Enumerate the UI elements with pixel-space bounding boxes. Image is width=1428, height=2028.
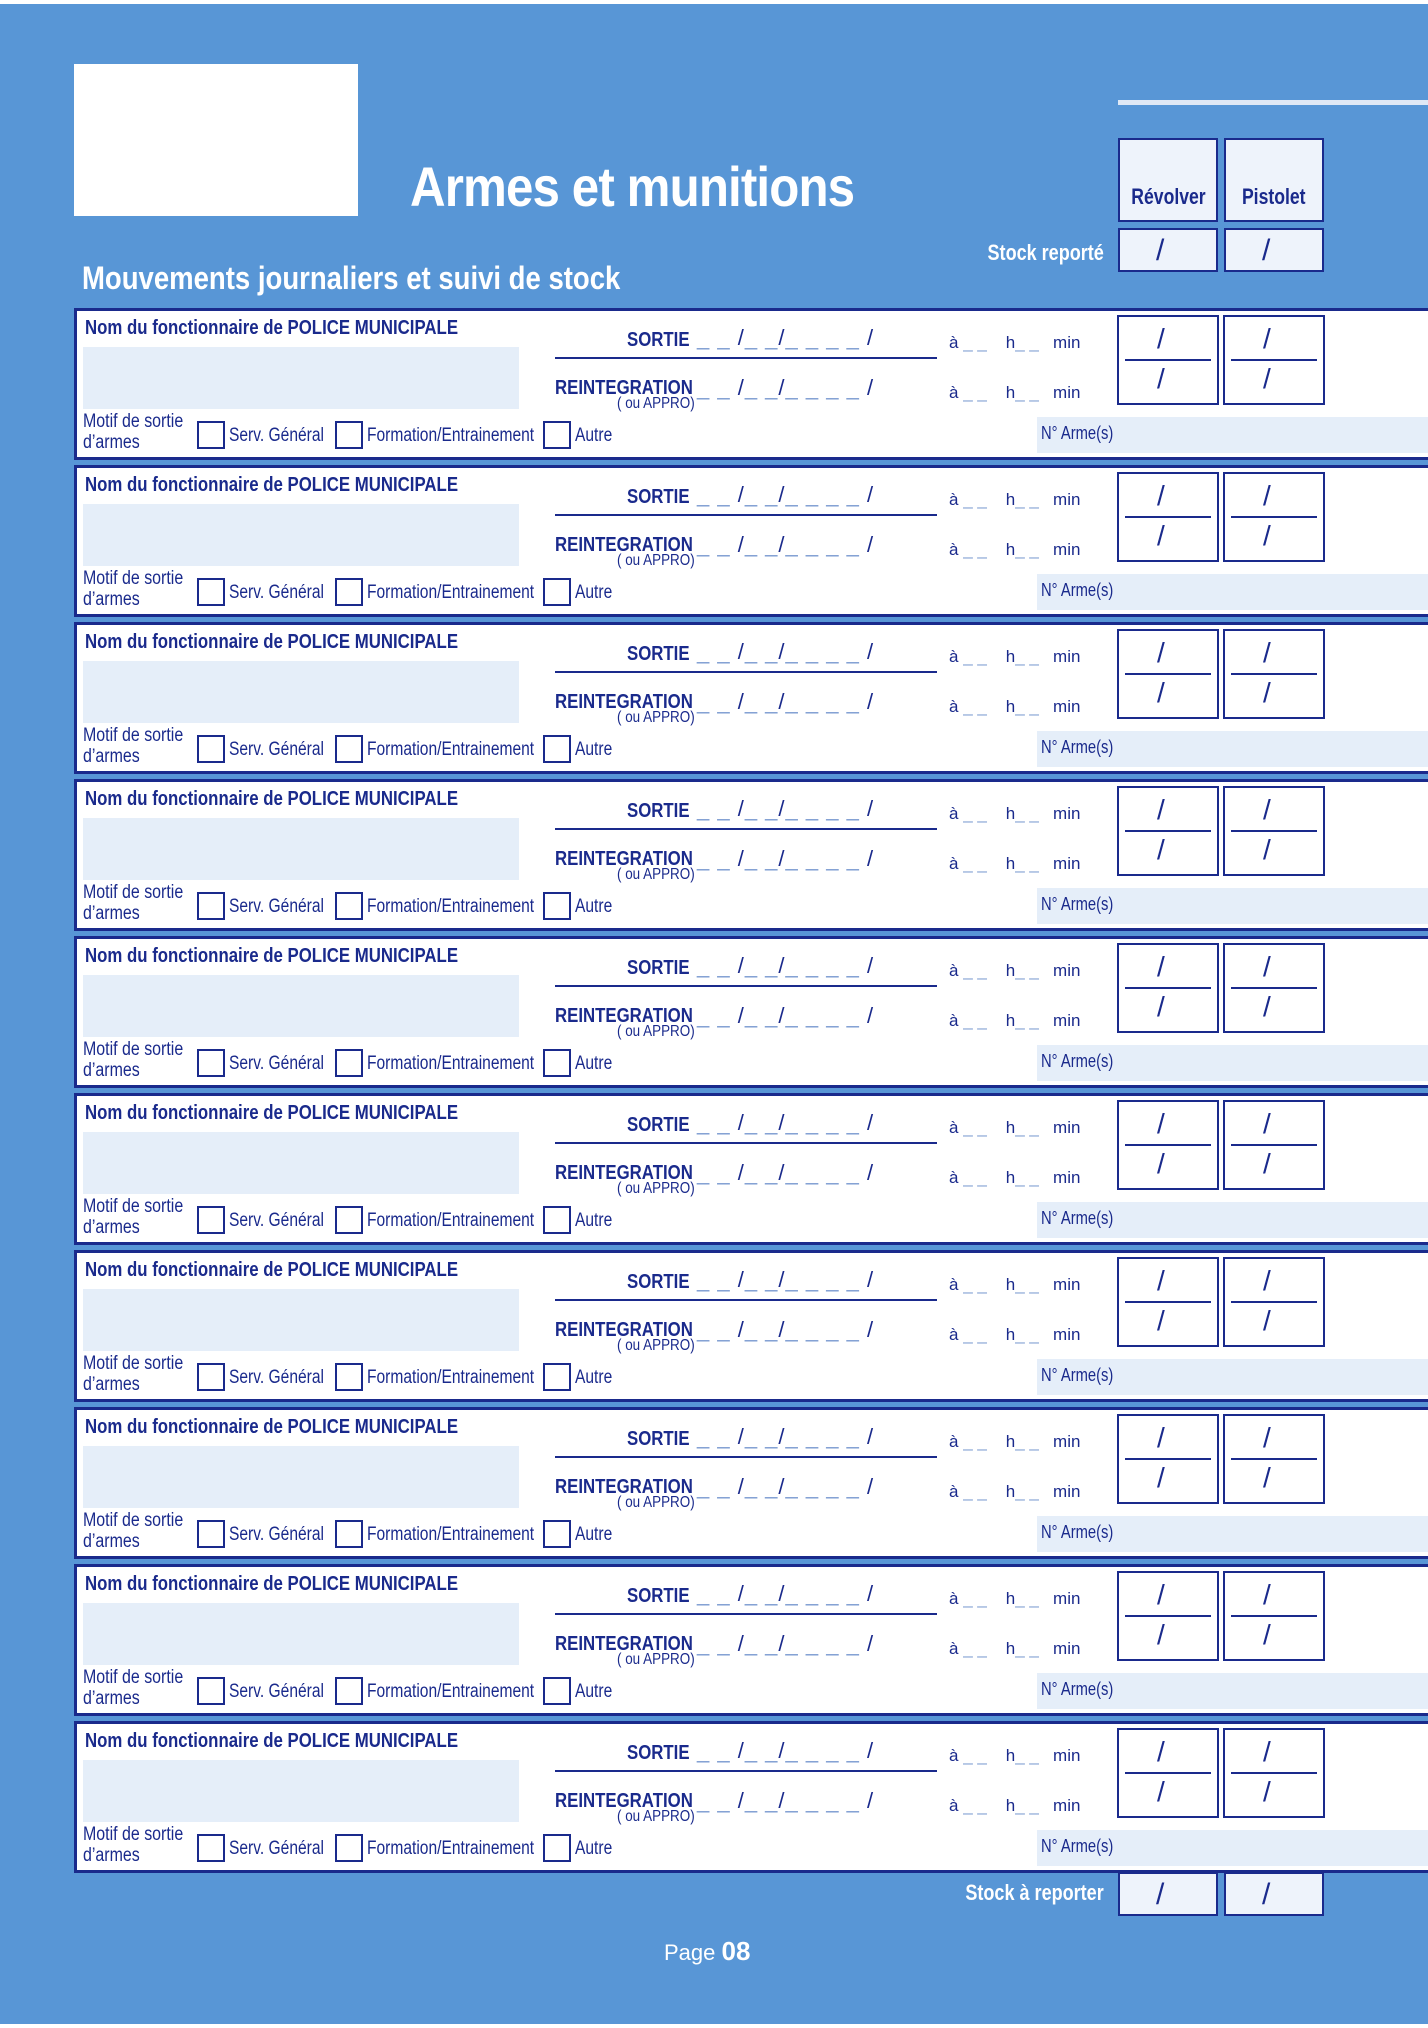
sortie-label: SORTIE (627, 1428, 690, 1450)
page-number: Page 08 (664, 1936, 751, 1966)
checkbox-serv-general[interactable] (197, 1834, 225, 1862)
reintegration-time-field[interactable]: à _ _ h_ _ min (949, 1796, 1081, 1815)
checkbox-formation[interactable] (335, 1206, 363, 1234)
checkbox-serv-general[interactable] (197, 1520, 225, 1548)
name-label: Nom du fonctionnaire de POLICE MUNICIPALE (85, 1102, 459, 1124)
reintegration-time-field[interactable]: à _ _ h_ _ min (949, 1482, 1081, 1501)
sortie-date-field[interactable]: _ _ /_ _/_ _ _ _ / (697, 639, 875, 664)
name-label: Nom du fonctionnaire de POLICE MUNICIPALE (85, 1259, 459, 1281)
appro-label: ( ou APPRO) (617, 1651, 695, 1668)
stock-a-reporter-revolver-field[interactable]: / (1118, 1872, 1218, 1916)
option-formation-label: Formation/Entrainement (367, 1367, 535, 1388)
entry-section (74, 308, 1428, 460)
option-serv-general-label: Serv. Général (229, 582, 324, 603)
reintegration-date-field[interactable]: _ _ /_ _/_ _ _ _ / (697, 1788, 875, 1813)
reintegration-date-field[interactable]: _ _ /_ _/_ _ _ _ / (697, 846, 875, 871)
checkbox-formation[interactable] (335, 421, 363, 449)
motif-label: Motif de sortie d’armes (83, 1667, 184, 1709)
reintegration-label: REINTEGRATION (555, 1162, 693, 1184)
option-autre-label: Autre (575, 896, 613, 917)
reintegration-label: REINTEGRATION (555, 534, 693, 556)
sortie-time-field[interactable]: à _ _ h_ _ min (949, 1746, 1081, 1765)
option-formation-label: Formation/Entrainement (367, 896, 535, 917)
appro-label: ( ou APPRO) (617, 1494, 695, 1511)
checkbox-autre[interactable] (543, 892, 571, 920)
checkbox-serv-general[interactable] (197, 578, 225, 606)
revolver-count-box[interactable]: / / (1117, 1100, 1219, 1190)
reintegration-date-field[interactable]: _ _ /_ _/_ _ _ _ / (697, 1631, 875, 1656)
checkbox-formation[interactable] (335, 578, 363, 606)
reintegration-date-field[interactable]: _ _ /_ _/_ _ _ _ / (697, 532, 875, 557)
option-formation-label: Formation/Entrainement (367, 1053, 535, 1074)
narmes-label: N° Arme(s) (1041, 1051, 1114, 1071)
pistolet-count-box[interactable]: / / (1223, 1728, 1325, 1818)
appro-label: ( ou APPRO) (617, 395, 695, 412)
stock-a-reporter-label: Stock à reporter (965, 1880, 1104, 1905)
entry-section (74, 1564, 1428, 1716)
sortie-label: SORTIE (627, 1271, 690, 1293)
sortie-underline (555, 357, 937, 359)
pistolet-count-box[interactable]: / / (1223, 1100, 1325, 1190)
option-serv-general-label: Serv. Général (229, 739, 324, 760)
name-field[interactable] (83, 661, 519, 723)
checkbox-formation[interactable] (335, 1520, 363, 1548)
name-label: Nom du fonctionnaire de POLICE MUNICIPALE (85, 631, 459, 653)
narmes-label: N° Arme(s) (1041, 737, 1114, 757)
narmes-label: N° Arme(s) (1041, 1836, 1114, 1856)
reintegration-date-field[interactable]: _ _ /_ _/_ _ _ _ / (697, 1317, 875, 1342)
checkbox-formation[interactable] (335, 892, 363, 920)
sortie-date-field[interactable]: _ _ /_ _/_ _ _ _ / (697, 953, 875, 978)
motif-label: Motif de sortie d’armes (83, 568, 184, 610)
pistolet-count-box[interactable]: / / (1223, 1414, 1325, 1504)
option-formation-label: Formation/Entrainement (367, 1681, 535, 1702)
sortie-label: SORTIE (627, 1114, 690, 1136)
revolver-count-box[interactable]: / / (1117, 1414, 1219, 1504)
option-autre-label: Autre (575, 1053, 613, 1074)
checkbox-serv-general[interactable] (197, 421, 225, 449)
sortie-underline (555, 1613, 937, 1615)
page-title: Armes et munitions (410, 155, 855, 218)
revolver-count-box[interactable]: / / (1117, 315, 1219, 405)
option-autre-label: Autre (575, 1838, 613, 1859)
checkbox-serv-general[interactable] (197, 1049, 225, 1077)
appro-label: ( ou APPRO) (617, 552, 695, 569)
sortie-time-field[interactable]: à _ _ h_ _ min (949, 333, 1081, 352)
checkbox-serv-general[interactable] (197, 1677, 225, 1705)
reintegration-date-field[interactable]: _ _ /_ _/_ _ _ _ / (697, 375, 875, 400)
narmes-label: N° Arme(s) (1041, 1522, 1114, 1542)
appro-label: ( ou APPRO) (617, 1808, 695, 1825)
stock-reporte-revolver-field[interactable]: / (1118, 228, 1218, 272)
checkbox-formation[interactable] (335, 735, 363, 763)
reintegration-time-field[interactable]: à _ _ h_ _ min (949, 697, 1081, 716)
entry-section (74, 465, 1428, 617)
narmes-label: N° Arme(s) (1041, 423, 1114, 443)
sortie-underline (555, 514, 937, 516)
name-field[interactable] (83, 1446, 519, 1508)
checkbox-formation[interactable] (335, 1677, 363, 1705)
reintegration-label: REINTEGRATION (555, 1790, 693, 1812)
motif-label: Motif de sortie d’armes (83, 1353, 184, 1395)
pistolet-count-box[interactable]: / / (1223, 943, 1325, 1033)
sortie-time-field[interactable]: à _ _ h_ _ min (949, 804, 1081, 823)
sortie-date-field[interactable]: _ _ /_ _/_ _ _ _ / (697, 1110, 875, 1135)
reintegration-time-field[interactable]: à _ _ h_ _ min (949, 383, 1081, 402)
sortie-underline (555, 1142, 937, 1144)
revolver-count-box[interactable]: / / (1117, 629, 1219, 719)
option-formation-label: Formation/Entrainement (367, 739, 535, 760)
motif-label: Motif de sortie d’armes (83, 411, 184, 453)
column-header-revolver: Révolver (1118, 138, 1218, 222)
name-label: Nom du fonctionnaire de POLICE MUNICIPALE (85, 317, 459, 339)
sortie-time-field[interactable]: à _ _ h_ _ min (949, 1432, 1081, 1451)
appro-label: ( ou APPRO) (617, 1023, 695, 1040)
narmes-label: N° Arme(s) (1041, 1208, 1114, 1228)
appro-label: ( ou APPRO) (617, 1337, 695, 1354)
sortie-time-field[interactable]: à _ _ h_ _ min (949, 647, 1081, 666)
checkbox-autre[interactable] (543, 1206, 571, 1234)
entry-section (74, 622, 1428, 774)
revolver-count-box[interactable]: / / (1117, 1728, 1219, 1818)
sortie-label: SORTIE (627, 1742, 690, 1764)
sortie-underline (555, 671, 937, 673)
checkbox-autre[interactable] (543, 1363, 571, 1391)
option-serv-general-label: Serv. Général (229, 1210, 324, 1231)
motif-label: Motif de sortie d’armes (83, 1824, 184, 1866)
option-serv-general-label: Serv. Général (229, 1053, 324, 1074)
entry-section (74, 1721, 1428, 1873)
name-label: Nom du fonctionnaire de POLICE MUNICIPALE (85, 1416, 459, 1438)
name-field[interactable] (83, 347, 519, 409)
page-subtitle: Mouvements journaliers et suivi de stock (82, 260, 621, 296)
name-label: Nom du fonctionnaire de POLICE MUNICIPALE (85, 945, 459, 967)
reintegration-label: REINTEGRATION (555, 1319, 693, 1341)
stock-reporte-pistolet-field[interactable]: / (1224, 228, 1324, 272)
reintegration-date-field[interactable]: _ _ /_ _/_ _ _ _ / (697, 1160, 875, 1185)
option-autre-label: Autre (575, 1210, 613, 1231)
option-autre-label: Autre (575, 739, 613, 760)
revolver-count-box[interactable]: / / (1117, 1571, 1219, 1661)
reintegration-label: REINTEGRATION (555, 691, 693, 713)
checkbox-autre[interactable] (543, 578, 571, 606)
checkbox-autre[interactable] (543, 1049, 571, 1077)
reintegration-date-field[interactable]: _ _ /_ _/_ _ _ _ / (697, 1474, 875, 1499)
motif-label: Motif de sortie d’armes (83, 1510, 184, 1552)
sortie-time-field[interactable]: à _ _ h_ _ min (949, 1118, 1081, 1137)
checkbox-autre[interactable] (543, 1834, 571, 1862)
option-formation-label: Formation/Entrainement (367, 582, 535, 603)
narmes-label: N° Arme(s) (1041, 580, 1114, 600)
name-field[interactable] (83, 1289, 519, 1351)
revolver-count-box[interactable]: / / (1117, 943, 1219, 1033)
entry-section (74, 1093, 1428, 1245)
name-label: Nom du fonctionnaire de POLICE MUNICIPALE (85, 1730, 459, 1752)
motif-label: Motif de sortie d’armes (83, 725, 184, 767)
name-field[interactable] (83, 1760, 519, 1822)
option-formation-label: Formation/Entrainement (367, 1210, 535, 1231)
reintegration-date-field[interactable]: _ _ /_ _/_ _ _ _ / (697, 689, 875, 714)
sortie-label: SORTIE (627, 486, 690, 508)
reintegration-label: REINTEGRATION (555, 1005, 693, 1027)
option-serv-general-label: Serv. Général (229, 1367, 324, 1388)
checkbox-serv-general[interactable] (197, 735, 225, 763)
sortie-date-field[interactable]: _ _ /_ _/_ _ _ _ / (697, 1738, 875, 1763)
sortie-label: SORTIE (627, 329, 690, 351)
checkbox-serv-general[interactable] (197, 1363, 225, 1391)
entry-section (74, 779, 1428, 931)
sortie-label: SORTIE (627, 800, 690, 822)
name-label: Nom du fonctionnaire de POLICE MUNICIPALE (85, 1573, 459, 1595)
sortie-date-field[interactable]: _ _ /_ _/_ _ _ _ / (697, 482, 875, 507)
entry-section (74, 1407, 1428, 1559)
revolver-count-box[interactable]: / / (1117, 472, 1219, 562)
sortie-date-field[interactable]: _ _ /_ _/_ _ _ _ / (697, 796, 875, 821)
name-field[interactable] (83, 1132, 519, 1194)
revolver-count-box[interactable]: / / (1117, 786, 1219, 876)
pistolet-count-box[interactable]: / / (1223, 1257, 1325, 1347)
sortie-label: SORTIE (627, 957, 690, 979)
checkbox-serv-general[interactable] (197, 1206, 225, 1234)
sortie-time-field[interactable]: à _ _ h_ _ min (949, 961, 1081, 980)
checkbox-autre[interactable] (543, 1677, 571, 1705)
sortie-underline (555, 1299, 937, 1301)
checkbox-autre[interactable] (543, 421, 571, 449)
motif-label: Motif de sortie d’armes (83, 882, 184, 924)
motif-label: Motif de sortie d’armes (83, 1196, 184, 1238)
reintegration-time-field[interactable]: à _ _ h_ _ min (949, 540, 1081, 559)
name-field[interactable] (83, 975, 519, 1037)
reintegration-label: REINTEGRATION (555, 377, 693, 399)
option-autre-label: Autre (575, 582, 613, 603)
sortie-date-field[interactable]: _ _ /_ _/_ _ _ _ / (697, 325, 875, 350)
reintegration-date-field[interactable]: _ _ /_ _/_ _ _ _ / (697, 1003, 875, 1028)
column-header-pistolet: Pistolet (1224, 138, 1324, 222)
reintegration-time-field[interactable]: à _ _ h_ _ min (949, 1168, 1081, 1187)
revolver-count-box[interactable]: / / (1117, 1257, 1219, 1347)
sortie-time-field[interactable]: à _ _ h_ _ min (949, 1589, 1081, 1608)
pistolet-count-box[interactable]: / / (1223, 1571, 1325, 1661)
stock-a-reporter-pistolet-field[interactable]: / (1224, 1872, 1324, 1916)
narmes-label: N° Arme(s) (1041, 1679, 1114, 1699)
name-label: Nom du fonctionnaire de POLICE MUNICIPALE (85, 474, 459, 496)
checkbox-autre[interactable] (543, 1520, 571, 1548)
sortie-date-field[interactable]: _ _ /_ _/_ _ _ _ / (697, 1581, 875, 1606)
option-formation-label: Formation/Entrainement (367, 1524, 535, 1545)
option-autre-label: Autre (575, 425, 613, 446)
checkbox-serv-general[interactable] (197, 892, 225, 920)
narmes-label: N° Arme(s) (1041, 1365, 1114, 1385)
option-formation-label: Formation/Entrainement (367, 1838, 535, 1859)
option-serv-general-label: Serv. Général (229, 896, 324, 917)
option-autre-label: Autre (575, 1681, 613, 1702)
sortie-date-field[interactable]: _ _ /_ _/_ _ _ _ / (697, 1267, 875, 1292)
option-formation-label: Formation/Entrainement (367, 425, 535, 446)
pistolet-count-box[interactable]: / / (1223, 472, 1325, 562)
entry-section (74, 1250, 1428, 1402)
reintegration-label: REINTEGRATION (555, 1476, 693, 1498)
appro-label: ( ou APPRO) (617, 1180, 695, 1197)
option-serv-general-label: Serv. Général (229, 1524, 324, 1545)
checkbox-autre[interactable] (543, 735, 571, 763)
reintegration-time-field[interactable]: à _ _ h_ _ min (949, 1639, 1081, 1658)
name-field[interactable] (83, 504, 519, 566)
logo-placeholder (74, 64, 358, 216)
name-field[interactable] (83, 818, 519, 880)
pistolet-count-box[interactable]: / / (1223, 315, 1325, 405)
pistolet-count-box[interactable]: / / (1223, 786, 1325, 876)
sortie-label: SORTIE (627, 643, 690, 665)
sortie-label: SORTIE (627, 1585, 690, 1607)
pistolet-count-box[interactable]: / / (1223, 629, 1325, 719)
sortie-time-field[interactable]: à _ _ h_ _ min (949, 490, 1081, 509)
narmes-label: N° Arme(s) (1041, 894, 1114, 914)
appro-label: ( ou APPRO) (617, 709, 695, 726)
reintegration-time-field[interactable]: à _ _ h_ _ min (949, 1325, 1081, 1344)
sortie-date-field[interactable]: _ _ /_ _/_ _ _ _ / (697, 1424, 875, 1449)
option-serv-general-label: Serv. Général (229, 1681, 324, 1702)
sortie-underline (555, 985, 937, 987)
option-autre-label: Autre (575, 1367, 613, 1388)
motif-label: Motif de sortie d’armes (83, 1039, 184, 1081)
stock-reporte-label: Stock reporté (987, 240, 1104, 265)
reintegration-label: REINTEGRATION (555, 848, 693, 870)
checkbox-formation[interactable] (335, 1363, 363, 1391)
reintegration-time-field[interactable]: à _ _ h_ _ min (949, 1011, 1081, 1030)
sortie-time-field[interactable]: à _ _ h_ _ min (949, 1275, 1081, 1294)
option-autre-label: Autre (575, 1524, 613, 1545)
sortie-underline (555, 1770, 937, 1772)
form-page (0, 4, 1428, 2024)
name-label: Nom du fonctionnaire de POLICE MUNICIPALE (85, 788, 459, 810)
checkbox-formation[interactable] (335, 1834, 363, 1862)
appro-label: ( ou APPRO) (617, 866, 695, 883)
entry-section (74, 936, 1428, 1088)
name-field[interactable] (83, 1603, 519, 1665)
option-serv-general-label: Serv. Général (229, 1838, 324, 1859)
reintegration-time-field[interactable]: à _ _ h_ _ min (949, 854, 1081, 873)
option-serv-general-label: Serv. Général (229, 425, 324, 446)
reintegration-label: REINTEGRATION (555, 1633, 693, 1655)
sortie-underline (555, 828, 937, 830)
sortie-underline (555, 1456, 937, 1458)
decorative-line (1118, 100, 1428, 105)
checkbox-formation[interactable] (335, 1049, 363, 1077)
